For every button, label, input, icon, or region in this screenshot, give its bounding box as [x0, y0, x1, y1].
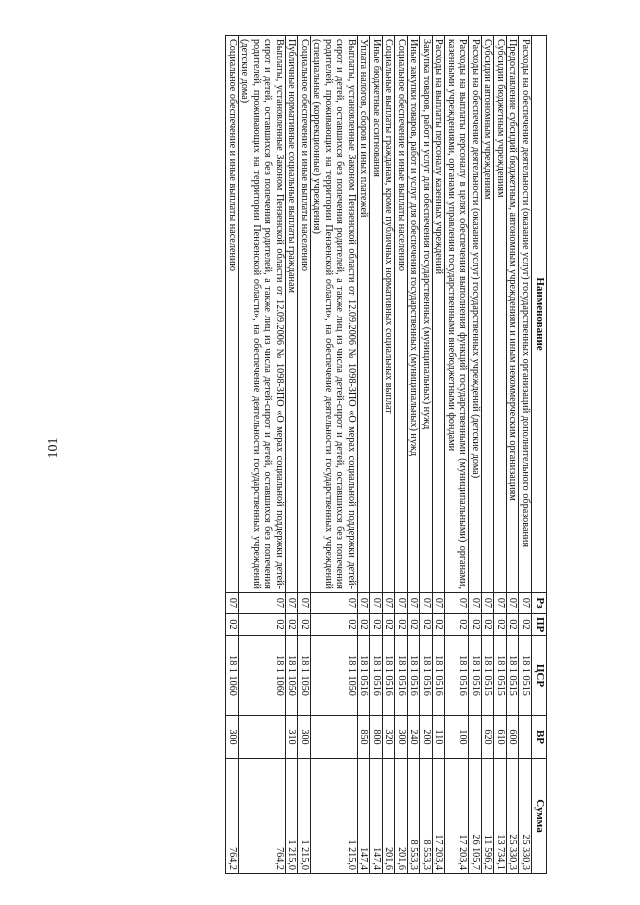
table-header-row [532, 36, 547, 874]
table-cell-sum: 8 553,3 [420, 759, 433, 874]
table-cell-name: Социальное обеспечение и иные выплаты населению [395, 36, 408, 593]
table-row [239, 36, 286, 874]
table-cell-csr: 18 1 0516 [358, 636, 371, 716]
table-cell-pr: 02 [482, 614, 495, 636]
table-cell-name: Выплаты, установленные Законом Пензенской области от 12.09.2006 № 1098-ЗПО «О мерах социальной поддержки детей-сирот и детей, оставшихся без попечения родителей, а также лиц из числа детей-сирот и детей, оставшихся без попечения родителей, проживающих на территории Пензенской области», на обеспечение деятельности государственных учреждений (специальные (коррекционные) учреждения) [311, 36, 358, 593]
table-cell-vr: 300 [226, 716, 239, 759]
table-cell-vr [519, 716, 532, 759]
table-row [383, 36, 396, 874]
table-cell-csr: 18 1 1050 [298, 636, 311, 716]
table-row [519, 36, 532, 874]
table-cell-vr: 610 [494, 716, 507, 759]
table-cell-rz: 07 [469, 593, 482, 614]
table-cell-sum: 147,4 [358, 759, 371, 874]
table-cell-sum: 17 203,4 [433, 759, 446, 874]
table-cell-name: Расходы на выплаты персоналу в целях обеспечения выполнения функций государственными (муниципальными) органами, казенными учреждениями, органами управления государственными внебюджетными фондами [445, 36, 469, 593]
table-cell-rz: 07 [395, 593, 408, 614]
table-cell-pr: 02 [494, 614, 507, 636]
table-cell-csr: 18 1 0516 [445, 636, 469, 716]
table-cell-vr [239, 716, 286, 759]
table-cell-vr: 300 [298, 716, 311, 759]
header-vr: ВР [532, 716, 547, 759]
table-cell-pr: 02 [286, 614, 299, 636]
table-cell-csr: 18 1 1060 [239, 636, 286, 716]
table-cell-vr: 600 [507, 716, 520, 759]
budget-table [226, 35, 548, 874]
table-cell-vr: 620 [482, 716, 495, 759]
table-cell-rz: 07 [420, 593, 433, 614]
header-sum: Сумма [532, 759, 547, 874]
header-pr: ПР [532, 614, 547, 636]
table-row [370, 36, 383, 874]
table-cell-rz: 07 [239, 593, 286, 614]
table-cell-name: Уплата налогов, сборов и иных платежей [358, 36, 371, 593]
table-cell-pr: 02 [420, 614, 433, 636]
table-cell-rz: 07 [408, 593, 421, 614]
table-row [226, 36, 239, 874]
table-cell-rz: 07 [507, 593, 520, 614]
table-cell-csr: 18 1 0515 [507, 636, 520, 716]
table-cell-name: Субсидии бюджетным учреждениям [494, 36, 507, 593]
table-cell-pr: 02 [298, 614, 311, 636]
table-cell-csr: 18 1 0516 [370, 636, 383, 716]
table-cell-pr: 02 [370, 614, 383, 636]
table-row [408, 36, 421, 874]
table-cell-name: Публичные нормативные социальные выплаты гражданам [286, 36, 299, 593]
table-cell-name: Иные бюджетные ассигнования [370, 36, 383, 593]
table-cell-pr: 02 [239, 614, 286, 636]
table-row [286, 36, 299, 874]
table-cell-vr [311, 716, 358, 759]
table-cell-sum: 1 215,0 [286, 759, 299, 874]
table-cell-csr: 18 1 0516 [420, 636, 433, 716]
table-cell-sum: 1 215,0 [298, 759, 311, 874]
table-row [433, 36, 446, 874]
table-row [298, 36, 311, 874]
table-cell-vr [469, 716, 482, 759]
table-cell-pr: 02 [358, 614, 371, 636]
table-cell-rz: 07 [226, 593, 239, 614]
table-cell-csr: 18 1 1050 [311, 636, 358, 716]
table-cell-csr: 18 1 0515 [519, 636, 532, 716]
table-row [311, 36, 358, 874]
table-row [358, 36, 371, 874]
table-cell-csr: 18 1 0516 [408, 636, 421, 716]
table-cell-csr: 18 1 0515 [494, 636, 507, 716]
table-cell-rz: 07 [370, 593, 383, 614]
table-cell-name: Предоставление субсидий бюджетным, автономным учреждениям и иным некоммерческим организациям [507, 36, 520, 593]
table-cell-rz: 07 [383, 593, 396, 614]
table-cell-sum: 764,2 [226, 759, 239, 874]
table-cell-name: Социальные выплаты гражданам, кроме публичных нормативных социальных выплат [383, 36, 396, 593]
table-cell-pr: 02 [507, 614, 520, 636]
table-cell-name: Закупка товаров, работ и услуг для обеспечения государственных (муниципальных) нужд [420, 36, 433, 593]
table-cell-vr: 300 [395, 716, 408, 759]
table-cell-vr: 800 [370, 716, 383, 759]
table-cell-vr: 240 [408, 716, 421, 759]
header-rz: Рз [532, 593, 547, 614]
table-cell-sum: 25 330,3 [519, 759, 532, 874]
table-cell-csr: 18 1 0516 [383, 636, 396, 716]
table-cell-rz: 07 [286, 593, 299, 614]
table-cell-pr: 02 [226, 614, 239, 636]
table-cell-pr: 02 [469, 614, 482, 636]
table-cell-csr: 18 1 0516 [433, 636, 446, 716]
table-cell-name: Расходы на обеспечение деятельности (оказание услуг) государственных организаций дополнительного образования [519, 36, 532, 593]
table-cell-name: Иные закупки товаров, работ и услуг для обеспечения государственных (муниципальных) нужд [408, 36, 421, 593]
table-cell-name: Социальное обеспечение и иные выплаты населению [298, 36, 311, 593]
table-cell-csr: 18 1 1050 [286, 636, 299, 716]
table-cell-rz: 07 [445, 593, 469, 614]
table-cell-rz: 07 [298, 593, 311, 614]
table-cell-vr: 310 [286, 716, 299, 759]
table-cell-rz: 07 [494, 593, 507, 614]
table-cell-pr: 02 [408, 614, 421, 636]
table-cell-rz: 07 [482, 593, 495, 614]
table-cell-csr: 18 1 0515 [482, 636, 495, 716]
table-cell-pr: 02 [445, 614, 469, 636]
table-row [395, 36, 408, 874]
table-cell-name: Субсидии автономным учреждениям [482, 36, 495, 593]
table-cell-sum: 201,6 [395, 759, 408, 874]
table-row [494, 36, 507, 874]
rotated-table-container [57, 35, 547, 873]
table-cell-name: Расходы на обеспечение деятельности (оказание услуг) государственных учреждений (детские дома) [469, 36, 482, 593]
table-cell-pr: 02 [433, 614, 446, 636]
header-name: Наименование [532, 36, 547, 593]
table-cell-vr: 850 [358, 716, 371, 759]
table-cell-csr: 18 1 0516 [469, 636, 482, 716]
table-cell-pr: 02 [395, 614, 408, 636]
table-cell-vr: 100 [445, 716, 469, 759]
table-cell-rz: 07 [433, 593, 446, 614]
table-cell-name: Расходы на выплаты персоналу казенных учреждений [433, 36, 446, 593]
table-row [482, 36, 495, 874]
table-cell-csr: 18 1 1060 [226, 636, 239, 716]
table-body [226, 36, 532, 874]
table-cell-sum: 1 215,0 [311, 759, 358, 874]
table-cell-sum: 201,6 [383, 759, 396, 874]
table-cell-rz: 07 [358, 593, 371, 614]
table-cell-name: Выплаты, установленные Законом Пензенской области от 12.09.2006 № 1098-ЗПО «О мерах социальной поддержки детей-сирот и детей, оставшихся без попечения родителей, а также лиц из числа детей-сирот и детей, оставшихся без попечения родителей, проживающих на территории Пензенской области», на обеспечение деятельности государственных учреждений (детские дома) [239, 36, 286, 593]
table-cell-sum: 17 203,4 [445, 759, 469, 874]
table-cell-name: Социальное обеспечение и иные выплаты населению [226, 36, 239, 593]
table-cell-rz: 07 [311, 593, 358, 614]
table-cell-sum: 8 553,3 [408, 759, 421, 874]
table-cell-vr: 320 [383, 716, 396, 759]
table-row [445, 36, 469, 874]
table-cell-sum: 764,2 [239, 759, 286, 874]
table-cell-vr: 110 [433, 716, 446, 759]
table-cell-sum: 13 734,1 [494, 759, 507, 874]
table-row [507, 36, 520, 874]
table-cell-vr: 200 [420, 716, 433, 759]
table-cell-rz: 07 [519, 593, 532, 614]
table-cell-sum: 25 330,3 [507, 759, 520, 874]
table-cell-pr: 02 [311, 614, 358, 636]
table-cell-pr: 02 [519, 614, 532, 636]
page-number: 101 [46, 437, 61, 459]
table-row [469, 36, 482, 874]
table-row [420, 36, 433, 874]
table-cell-csr: 18 1 0516 [395, 636, 408, 716]
table-cell-sum: 147,4 [370, 759, 383, 874]
table-cell-sum: 26 105,7 [469, 759, 482, 874]
header-csr: ЦСР [532, 636, 547, 716]
table-cell-sum: 11 596,2 [482, 759, 495, 874]
table-cell-pr: 02 [383, 614, 396, 636]
